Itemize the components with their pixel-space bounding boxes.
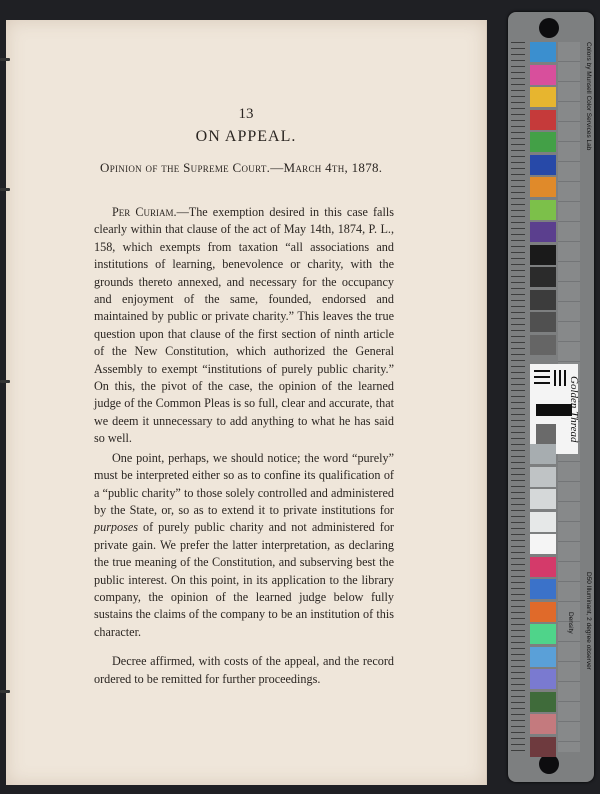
- color-swatch: [530, 692, 556, 712]
- color-swatch: [530, 65, 556, 85]
- color-swatch: [530, 132, 556, 152]
- page-title: ON APPEAL.: [195, 128, 297, 145]
- strip-density-label: Density: [567, 612, 574, 634]
- color-swatch: [530, 534, 556, 554]
- color-swatch: [530, 245, 556, 265]
- color-swatch: [530, 444, 556, 464]
- strip-ruler: [511, 42, 525, 752]
- color-swatch: [530, 647, 556, 667]
- paragraph-1: [94, 204, 394, 448]
- strip-hole: [539, 754, 559, 774]
- color-swatch: [530, 714, 556, 734]
- paragraph-1-text: —The exemption desired in this case falls clearly within that clause of the act of May 14th, 1874, P. L., 158, which exempts from taxation “all associations and institutions of learning, benevolence or charity, with the grounds thereto annexed, and necessary for the occupancy and enjoyment of the same, founded, endorsed and maintained by public or private charity.” This leaves the true question upon that clause of the first section of ninth article of the New Constitution, which authorized the General Assembly to exempt “institutions of purely public charity.” On this, the pivot of the case, the opinion of the learned judge of the Common Pleas is so full, clear and accurate, that we deem it unnecessary to add anything to what he has said so well.: [94, 205, 394, 446]
- binding-mark: [0, 690, 10, 693]
- paragraph-2-text-b: of purely public charity and not administered for private gain. We prefer the latter interpretation, as declaring the true meaning of the Constitution, and subserving best the public interest. On this point, in its application to the library company, the opinion of the learned judge below fully sustains the claims of the company to be an institution of this character.: [94, 520, 394, 639]
- color-swatch: [530, 737, 556, 757]
- color-swatch: [530, 110, 556, 130]
- per-curiam-lead: Per Curiam.: [112, 205, 177, 219]
- color-swatch: [530, 155, 556, 175]
- color-swatch: [530, 290, 556, 310]
- paragraph-2-text-a: One point, perhaps, we should notice; the word “purely” must be interpreted either so as to confine its qualification of a “public charity” to those solely controlled and administered by the State, or, so as to extend it to private institutions for: [94, 450, 394, 517]
- paragraph-2: [94, 450, 394, 641]
- color-swatch: [530, 267, 556, 287]
- color-swatch: [530, 579, 556, 599]
- strip-brand-bottom: D50 Illuminant, 2 degree observer: [585, 572, 592, 670]
- color-swatch: [530, 200, 556, 220]
- color-swatch: [530, 669, 556, 689]
- strip-brand-top: Colors by Munsell Color Services Lab: [585, 42, 592, 151]
- page-subtitle: Opinion of the Supreme Court.—March 4th, 1878.: [100, 160, 383, 175]
- color-swatch: [530, 602, 556, 622]
- color-swatch: [530, 87, 556, 107]
- document-page: [6, 20, 487, 785]
- page-number: 13: [238, 106, 254, 122]
- color-swatch: [530, 312, 556, 332]
- color-swatch: [530, 557, 556, 577]
- color-swatch: [530, 42, 556, 62]
- color-swatch: [530, 177, 556, 197]
- paragraph-2-emphasis: purposes: [94, 520, 139, 535]
- color-swatch: [530, 335, 556, 355]
- strip-hole: [539, 18, 559, 38]
- binding-mark: [0, 58, 10, 61]
- color-swatch: [530, 489, 556, 509]
- opinion-body: [94, 204, 394, 690]
- golden-thread-label: Golden Thread: [568, 376, 580, 443]
- paragraph-3: Decree affirmed, with costs of the appeal, and the record ordered to be remitted for further proceedings.: [94, 654, 394, 686]
- color-swatch: [530, 624, 556, 644]
- color-calibration-strip: [508, 12, 594, 782]
- color-swatch: [530, 222, 556, 242]
- color-swatch: [530, 467, 556, 487]
- color-swatch: [530, 512, 556, 532]
- binding-mark: [0, 188, 10, 191]
- binding-mark: [0, 380, 10, 383]
